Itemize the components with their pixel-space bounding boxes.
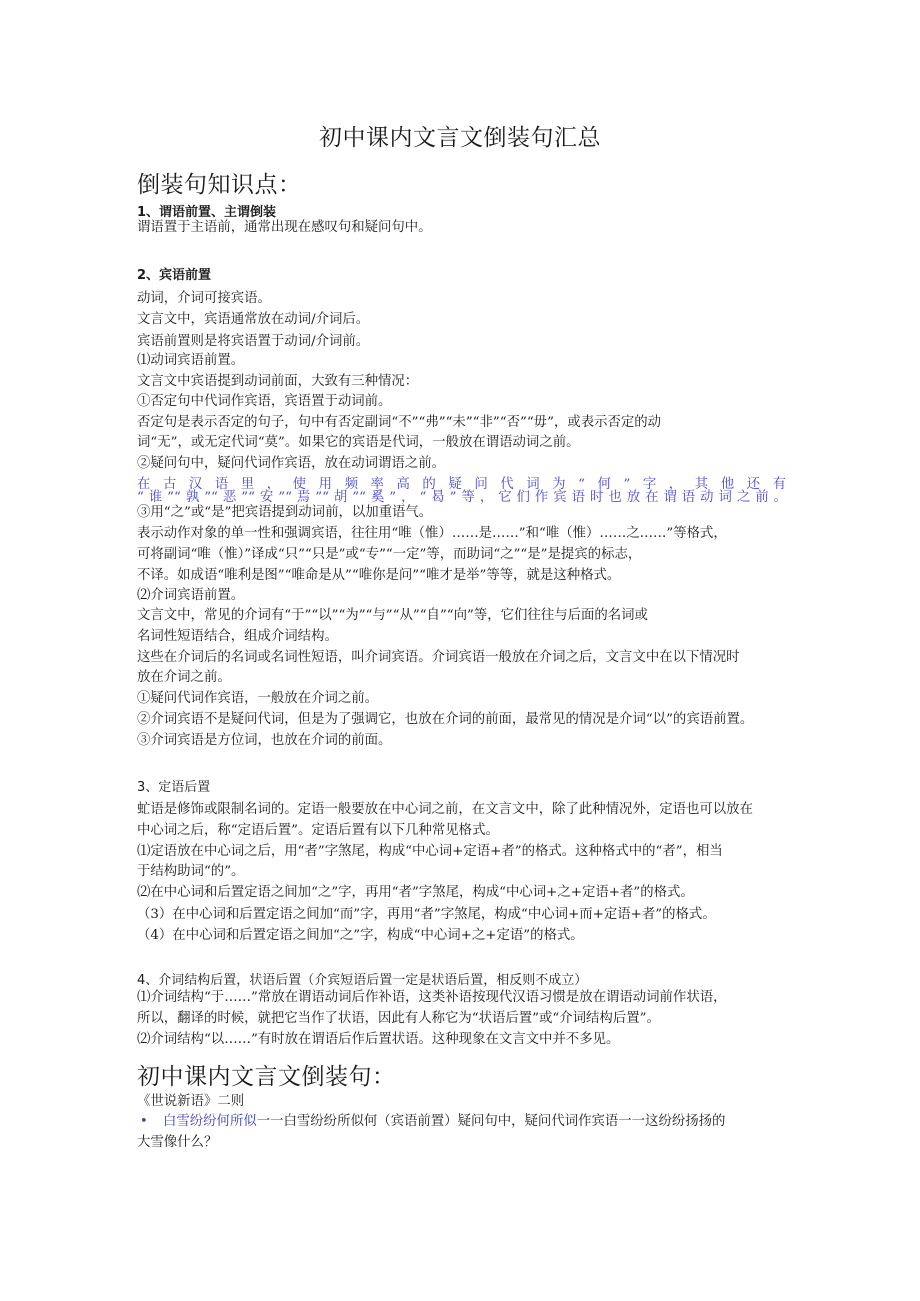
section-4-heading: 4、介词结构后置，状语后置（介宾短语后置一定是状语后置，相反则不成立）	[137, 973, 588, 988]
section-1-text: 谓语置于主语前，通常出现在感叹句和疑问句中。	[137, 220, 432, 235]
section-2-line: ①疑问代词作宾语，一般放在介词之前。	[137, 691, 379, 706]
section-2-line: ②介词宾语不是疑问代词，但是为了强调它，也放在介词的前面，最常见的情况是介词“以”的宾语前置。	[137, 712, 754, 727]
section-2-line: 表示动作对象的单一性和强调宾语，往往用“唯（惟）……是……”和“唯（惟）……之……”等格式，	[137, 526, 727, 541]
section-2-line: 文言文中，宾语通常放在动词/介词后。	[137, 312, 370, 327]
section-2-line: 文言文中，常见的介词有“于”“以”“为”“与”“从”“自”“向”等，它们往往与后面的名词或	[137, 608, 648, 623]
section-2-line: ⑵介词宾语前置。	[137, 588, 245, 603]
section-2-heading: 2、宾语前置	[137, 268, 212, 283]
section-2-line: ③用“之”或“是”把宾语提到动词前，以加重语气。	[137, 505, 433, 520]
section-3-line: 虻语是修饰或限制名词的。定语一般要放在中心词之前，在文言文中，除了此种情况外，定语也可以放在	[137, 802, 753, 817]
section-2-line: 否定句是表示否定的句子，句中有否定副词“不”“弗”“未”“非”“否”“毋”，或表示否定的动	[137, 415, 662, 430]
section-3-line: ⑵在中心词和后置定语之间加“之”字，再用“者”字煞尾，构成“中心词+之+定语+者”的格式。	[137, 885, 694, 900]
knowledge-heading: 倒装句知识点：	[137, 172, 302, 198]
overlapping-text-line-b: “谁”“孰”“恶”“安”“焉”“胡”“奚”，“曷”等，它们作宾语时也放在谓语动词之前。	[137, 490, 787, 505]
section-2-line: 词“无”，或无定代词“莫”。如果它的宾语是代词，一般放在谓语动词之前。	[137, 435, 580, 450]
section-4-line: ⑵介词结构“以……”有时放在谓语后作后置状语。这种现象在文言文中并不多见。	[137, 1032, 620, 1047]
section-2-line: ①否定句中代词作宾语，宾语置于动词前。	[137, 394, 392, 409]
section-3-line: 于结构助词“的”。	[137, 864, 245, 879]
example-item-explanation: 一一白雪纷纷所似何（宾语前置）疑问句中，疑问代词作宾语一一这纷纷扬扬的	[256, 1114, 726, 1129]
section-3-line: 中心词之后，称“定语后置”。定语后置有以下几种常见格式。	[137, 823, 499, 838]
section-2-line: ③介词宾语是方位词，也放在介词的前面。	[137, 733, 392, 748]
section-1-heading: 1、谓语前置、主谓倒装	[137, 205, 277, 220]
section-2-line: 动词，介词可接宾语。	[137, 291, 271, 306]
bullet-icon: •	[140, 1114, 148, 1129]
section-2-line: 宾语前置则是将宾语置于动词/介词前。	[137, 334, 370, 349]
section-2-line: 文言文中宾语提到动词前面，大致有三种情况：	[137, 374, 419, 389]
section-3-line: （3）在中心词和后置定语之间加“而”字，再用“者”字煞尾，构成“中心词+而+定语+者”的格式。	[137, 907, 716, 922]
section-2-line: 不译。如成语“唯利是图”“唯命是从”“唯你是问”“唯才是举”等等，就是这种格式。	[137, 568, 621, 583]
examples-heading: 初中课内文言文倒装句：	[137, 1064, 396, 1090]
section-4-line: ⑴介词结构“于……”常放在谓语动词后作补语，这类补语按现代汉语习惯是放在谓语动词前作状语，	[137, 990, 727, 1005]
section-2-line: 名词性短语结合，组成介词结构。	[137, 629, 338, 644]
section-2-line: 可将副词“唯（惟）”译成“只”“只是”或“专”“一定”等，而助词“之”“是”是提宾的标志，	[137, 547, 642, 562]
section-3-heading: 3、定语后置	[137, 780, 211, 795]
section-2-line: ②疑问句中，疑问代词作宾语，放在动词谓语之前。	[137, 456, 445, 471]
section-2-line: ⑴动词宾语前置。	[137, 353, 245, 368]
example-source: 《世说新语》二则	[137, 1094, 245, 1109]
section-4-line: 所以，翻译的时候，就把它当作了状语，因此有人称它为“状语后置”或“介词结构后置”。	[137, 1011, 660, 1026]
example-item	[163, 1113, 787, 1131]
example-item-continued: 大雪像什么？	[137, 1135, 218, 1150]
overlapping-text-line-a: 在古汉语里，使用频率高的疑问代词为“何”字，其他还有	[137, 477, 787, 492]
section-3-line: （4）在中心词和后置定语之间加“之”字，构成“中心词+之+定语”的格式。	[137, 928, 584, 943]
section-3-line: ⑴定语放在中心词之后，用“者”字煞尾，构成“中心词+定语+者”的格式。这种格式中的“者”，相当	[137, 844, 723, 859]
section-2-line: 放在介词之前。	[137, 670, 231, 685]
example-item-quote: 白雪纷纷何所似	[163, 1114, 257, 1129]
section-2-line: 这些在介词后的名词或名词性短语，叫介词宾语。介词宾语一般放在介词之后，文言文中在以下情况时	[137, 650, 740, 665]
document-title: 初中课内文言文倒装句汇总	[319, 125, 601, 151]
